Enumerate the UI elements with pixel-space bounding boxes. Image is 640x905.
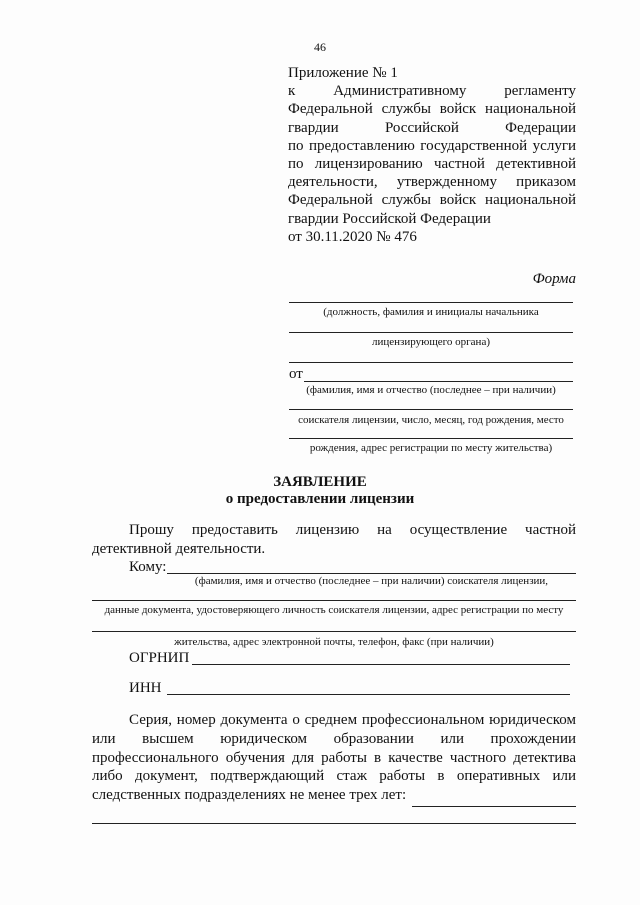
addressee-line-2[interactable] [289,332,573,333]
document-title: ЗАЯВЛЕНИЕ [273,474,367,490]
appendix-line: по предоставлению государственной услуги [288,137,576,154]
education-field-2[interactable] [92,823,576,824]
education-field-1[interactable] [412,806,576,807]
appendix-line: гвардии Российской Федерации [288,119,576,136]
applicant-caption-3: рождения, адрес регистрации по месту жительства) [309,442,553,454]
appendix-line: Федеральной службы войск национальной [288,192,576,209]
recipient-label: Кому: [129,559,167,575]
appendix-line: по лицензированию частной детективной [288,156,576,173]
applicant-caption-2: соискателя лицензии, число, месяц, год рождения, место [298,414,564,426]
appendix-line: гвардии Российской Федерации [288,210,491,227]
appendix-line: Приложение № 1 [288,65,398,81]
from-prefix: от [289,366,303,382]
request-paragraph [92,521,576,559]
ogrnip-label: ОГРНИП [129,650,190,666]
education-line: Серия, номер документа о среднем профессиональном юридическом [129,712,576,728]
addressee-line-3[interactable] [289,362,573,363]
applicant-line-2[interactable] [289,409,573,410]
recipient-caption-1: (фамилия, имя и отчество (последнее – при наличии) соискателя лицензии, [194,575,549,587]
appendix-line: к Административному регламенту [288,83,576,100]
education-paragraph [92,711,576,805]
page-number: 46 [314,40,326,54]
form-label: Форма [532,271,576,287]
recipient-caption-2: данные документа, удостоверяющего личность соискателя лицензии, адрес регистрации по месту [104,604,564,616]
applicant-caption-1: (фамилия, имя и отчество (последнее – при наличии) [306,384,556,396]
request-line: Прошу предоставить лицензию на осуществление частной [129,522,576,538]
recipient-line-2[interactable] [92,600,576,601]
recipient-line-3[interactable] [92,631,576,632]
recipient-caption-3: жительства, адрес электронной почты, телефон, факс (при наличии) [174,636,494,648]
addressee-caption-2: лицензирующего органа) [371,336,490,348]
education-line: либо документ, подтверждающий стаж работы в оперативных или [92,768,576,785]
inn-label: ИНН [129,680,162,696]
applicant-line-3[interactable] [289,438,573,439]
appendix-line: деятельности, утвержденному приказом [288,174,576,191]
recipient-line-1[interactable] [167,573,576,574]
applicant-line-1[interactable] [304,381,573,382]
education-line: следственных подразделениях не менее трех лет: [92,787,407,804]
inn-field[interactable] [167,694,570,695]
education-line: профессионального обучения для работы в качестве частного детектива [92,749,576,766]
addressee-line-1[interactable] [289,302,573,303]
document-subtitle: о предоставлении лицензии [225,491,415,507]
appendix-line: от 30.11.2020 № 476 [288,228,417,245]
request-line: детективной деятельности. [92,540,266,557]
appendix-header [288,64,576,246]
education-line: или высшем юридическом образовании или прохождении [92,730,576,747]
appendix-line: Федеральной службы войск национальной [288,101,576,118]
ogrnip-field[interactable] [192,664,570,665]
addressee-caption-1: (должность, фамилия и инициалы начальника [323,306,539,318]
